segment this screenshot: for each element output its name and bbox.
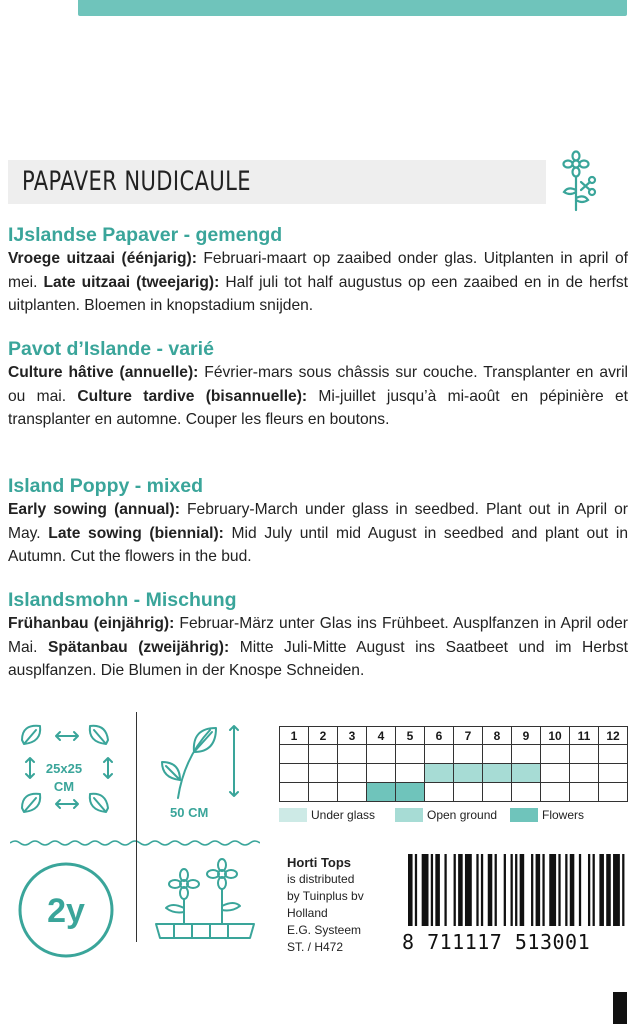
section-english bbox=[8, 475, 628, 569]
calendar-cell bbox=[512, 745, 541, 764]
barcode-bar bbox=[495, 854, 497, 926]
calendar-month-9: 9 bbox=[512, 727, 541, 745]
height-label: 50 CM bbox=[170, 805, 209, 820]
section-text bbox=[8, 247, 628, 318]
barcode-bar bbox=[458, 854, 463, 926]
barcode-bar bbox=[606, 854, 611, 926]
barcode-bar bbox=[511, 854, 513, 926]
barcode-bar bbox=[622, 854, 624, 926]
biennial-badge-icon bbox=[16, 860, 116, 960]
calendar-month-1: 1 bbox=[280, 727, 309, 745]
calendar-month-12: 12 bbox=[599, 727, 628, 745]
calendar-cell bbox=[541, 745, 570, 764]
barcode-bar bbox=[599, 854, 604, 926]
divider-wave bbox=[10, 834, 260, 842]
distributor-line: is distributed bbox=[287, 872, 355, 886]
calendar-cell bbox=[570, 745, 599, 764]
calendar-row-open-ground bbox=[280, 764, 628, 783]
legend-label: Open ground bbox=[427, 808, 498, 822]
section-heading: Island Poppy - mixed bbox=[8, 475, 204, 497]
flowers-tray-icon bbox=[150, 848, 260, 944]
label-early: Vroege uitzaai (éénjarig): bbox=[8, 250, 197, 267]
barcode-bar bbox=[531, 854, 533, 926]
calendar-cell bbox=[309, 745, 338, 764]
text-early: Februari-maart op zaaibed onder glas. Uitplanten in april of mei. bbox=[8, 250, 628, 291]
text-early: February-March under glass in seedbed. Plant out in April or May. bbox=[8, 501, 628, 542]
barcode-bar bbox=[613, 854, 620, 926]
section-dutch bbox=[8, 224, 628, 318]
calendar-row-under-glass bbox=[280, 745, 628, 764]
text-late: Half juli tot half augustus op een zaaibed en in de herfst uitplanten. Bloemen in knopstadium snijden. bbox=[8, 273, 628, 315]
label-early: Culture hâtive (annuelle): bbox=[8, 364, 199, 381]
calendar-header-row bbox=[280, 727, 628, 745]
brand-name: Horti Tops bbox=[287, 855, 352, 870]
calendar-month-11: 11 bbox=[570, 727, 599, 745]
calendar-row-flowers bbox=[280, 783, 628, 802]
label-late: Late sowing (biennial): bbox=[48, 524, 224, 542]
duration-value: 2y bbox=[47, 892, 85, 930]
calendar-cell bbox=[599, 783, 628, 802]
calendar-cell bbox=[541, 783, 570, 802]
calendar-cell bbox=[599, 745, 628, 764]
calendar-cell bbox=[338, 745, 367, 764]
flower-scissors-icon bbox=[554, 150, 604, 216]
calendar-cell bbox=[425, 783, 454, 802]
calendar-cell bbox=[280, 783, 309, 802]
calendar-cell bbox=[309, 783, 338, 802]
legend-under-glass bbox=[279, 808, 375, 822]
calendar-cell bbox=[309, 764, 338, 783]
corner-mark bbox=[613, 992, 627, 1024]
calendar-cell bbox=[483, 783, 512, 802]
plant-height-icon bbox=[150, 718, 250, 804]
barcode-bar bbox=[504, 854, 506, 926]
text-late: Mi-juillet jusqu’à mi-août en pépinière et transplanter en automne. Couper les fleurs en boutons. bbox=[8, 387, 628, 429]
calendar-cell bbox=[425, 745, 454, 764]
text-late: Mitte Juli-Mitte August ins Saatbeet und im Herbst ausplfanzen. Die Blumen in der Knospe Schneiden. bbox=[8, 638, 628, 680]
calendar-month-10: 10 bbox=[541, 727, 570, 745]
divider-vertical bbox=[136, 712, 137, 942]
spacing-value: 25x25 bbox=[45, 761, 83, 776]
barcode-bar bbox=[465, 854, 472, 926]
calendar-cell bbox=[396, 764, 425, 783]
section-text bbox=[8, 498, 628, 569]
calendar-cell bbox=[483, 764, 512, 783]
calendar-cell bbox=[338, 764, 367, 783]
section-french bbox=[8, 338, 628, 432]
calendar-month-2: 2 bbox=[309, 727, 338, 745]
calendar-cell bbox=[396, 783, 425, 802]
barcode-bar bbox=[520, 854, 525, 926]
spacing-unit: CM bbox=[53, 779, 75, 794]
barcode-bar bbox=[454, 854, 456, 926]
calendar-cell bbox=[454, 764, 483, 783]
sowing-calendar bbox=[279, 726, 628, 802]
spacing-label bbox=[40, 760, 88, 796]
barcode-bar bbox=[422, 854, 429, 926]
section-heading: Islandsmohn - Mischung bbox=[8, 589, 237, 611]
calendar-month-5: 5 bbox=[396, 727, 425, 745]
barcode-bar bbox=[558, 854, 560, 926]
barcode-bar bbox=[593, 854, 595, 926]
barcode-bar bbox=[488, 854, 493, 926]
calendar-cell bbox=[599, 764, 628, 783]
legend-swatch bbox=[395, 808, 423, 822]
calendar-cell bbox=[280, 764, 309, 783]
legend-label: Under glass bbox=[311, 808, 376, 822]
section-text bbox=[8, 361, 628, 432]
calendar-cell bbox=[512, 783, 541, 802]
text-early: Février-mars sous châssis sur couche. Transplanter en avril ou mai. bbox=[8, 364, 628, 405]
barcode-bar bbox=[579, 854, 581, 926]
barcode-bar bbox=[415, 854, 417, 926]
calendar-month-3: 3 bbox=[338, 727, 367, 745]
distributor-line: ST. / H472 bbox=[287, 940, 344, 954]
label-late: Culture tardive (bisannuelle): bbox=[77, 387, 308, 405]
top-color-bar bbox=[78, 0, 627, 16]
calendar-cell bbox=[280, 745, 309, 764]
calendar-cell bbox=[338, 783, 367, 802]
calendar-cell bbox=[570, 764, 599, 783]
text-early: Februar-März unter Glas ins Frühbeet. Ausplfanzen in April oder Mai. bbox=[8, 615, 628, 656]
calendar-cell bbox=[367, 745, 396, 764]
calendar-cell bbox=[454, 745, 483, 764]
distributor-line: by Tuinplus bv bbox=[287, 889, 364, 903]
distributor-line: Holland bbox=[287, 906, 328, 920]
barcode-bar bbox=[515, 854, 517, 926]
barcode-bar bbox=[542, 854, 544, 926]
barcode-bar bbox=[536, 854, 541, 926]
legend-open-ground bbox=[395, 808, 497, 822]
section-german bbox=[8, 589, 628, 683]
section-heading: IJslandse Papaver - gemengd bbox=[8, 224, 283, 246]
barcode-bar bbox=[431, 854, 433, 926]
calendar-month-8: 8 bbox=[483, 727, 512, 745]
calendar-month-7: 7 bbox=[454, 727, 483, 745]
barcode-bar bbox=[444, 854, 446, 926]
legend-label: Flowers bbox=[542, 808, 585, 822]
legend-swatch bbox=[279, 808, 307, 822]
barcode-bar bbox=[408, 854, 413, 926]
barcode-bar bbox=[476, 854, 478, 926]
page-title: PAPAVER NUDICAULE bbox=[22, 166, 252, 197]
calendar-cell bbox=[512, 764, 541, 783]
calendar-month-6: 6 bbox=[425, 727, 454, 745]
calendar-cell bbox=[396, 745, 425, 764]
barcode-bar bbox=[549, 854, 556, 926]
barcode-bar bbox=[481, 854, 483, 926]
calendar-cell bbox=[425, 764, 454, 783]
barcode-bar bbox=[435, 854, 440, 926]
calendar-month-4: 4 bbox=[367, 727, 396, 745]
distributor-info bbox=[287, 854, 364, 956]
label-early: Early sowing (annual): bbox=[8, 501, 180, 518]
legend-swatch bbox=[510, 808, 538, 822]
barcode-bar bbox=[570, 854, 575, 926]
label-late: Spätanbau (zweijährig): bbox=[47, 638, 230, 656]
calendar-cell bbox=[570, 783, 599, 802]
calendar-cell bbox=[367, 764, 396, 783]
calendar-cell bbox=[541, 764, 570, 783]
calendar-cell bbox=[454, 783, 483, 802]
barcode-bar bbox=[565, 854, 567, 926]
label-late: Late uitzaai (tweejarig): bbox=[43, 273, 220, 291]
barcode-image bbox=[408, 854, 629, 926]
calendar-cell bbox=[367, 783, 396, 802]
legend-flowers bbox=[510, 808, 584, 822]
text-late: Mid July until mid August in seedbed and plant out in Autumn. Cut the flowers in the bud. bbox=[8, 524, 629, 566]
section-text bbox=[8, 612, 628, 683]
label-early: Frühanbau (einjährig): bbox=[8, 615, 175, 632]
barcode-bar bbox=[588, 854, 590, 926]
barcode-number: 8 711117 513001 bbox=[402, 930, 591, 954]
calendar-cell bbox=[483, 745, 512, 764]
distributor-line: E.G. Systeem bbox=[287, 923, 362, 937]
section-heading: Pavot d’Islande - varié bbox=[8, 338, 214, 360]
